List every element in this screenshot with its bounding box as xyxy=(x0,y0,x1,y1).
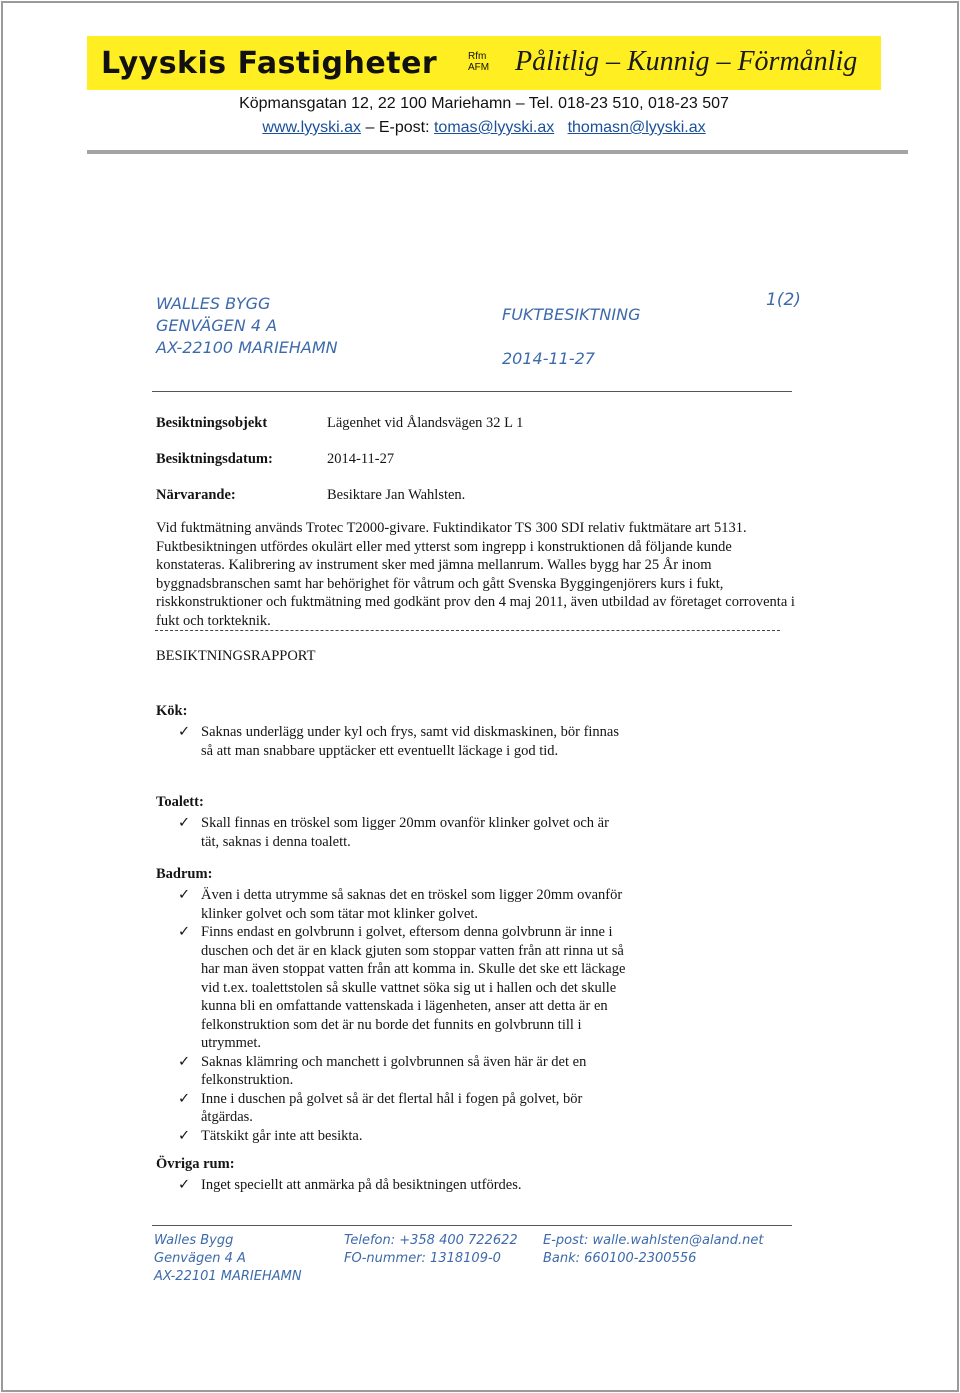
document-title: FUKTBESIKTNING xyxy=(502,305,641,324)
section-kitchen xyxy=(156,703,626,760)
afm-text: AFM xyxy=(468,62,490,73)
company-slogan: Pålitlig – Kunnig – Förmånlig xyxy=(515,46,858,77)
check-icon: ✓ xyxy=(178,1177,191,1193)
item-text: Inne i duschen på golvet så är det flertal hål i fogen på golvet, bör åtgärdas. xyxy=(201,1090,583,1125)
letter-divider xyxy=(152,391,792,392)
section-other-rooms xyxy=(156,1156,626,1195)
field-value-object: Lägenhet vid Ålandsvägen 32 L 1 xyxy=(327,415,524,431)
check-icon: ✓ xyxy=(178,724,191,740)
item-text: Inget speciellt att anmärka på då besiktningen utfördes. xyxy=(201,1177,522,1193)
field-value-date: 2014-11-27 xyxy=(327,451,395,467)
email-separator: – E-post: xyxy=(365,119,430,136)
checklist-item xyxy=(156,923,626,1053)
item-text: Skall finnas en tröskel som ligger 20mm ovanför klinker golvet och är tät, saknas i denna toalett. xyxy=(201,815,609,850)
footer-phone: Telefon: +358 400 722622 xyxy=(344,1233,518,1248)
footer-phone-block xyxy=(344,1232,518,1268)
checklist-item xyxy=(156,1090,626,1127)
check-icon: ✓ xyxy=(178,1127,191,1144)
intro-paragraph: Vid fuktmätning används Trotec T2000-givare. Fuktindikator TS 300 SDI relativ fuktmätare art 5131. Fuktbesiktningen utfördes okulärt eller med ytterst som ingrepp i konstruktionen då följande kunde konstateras. Kalibrering av instrument sker med jämna mellanrum. Walles bygg har 25 År inom byggnadsbranschen samt har behörighet för våtrum och gått Svenska Byggingenjörers kurs i fukt, riskkonstruktioner och fuktmätning med godkänt prov den 4 maj 2011, även utbildad av företaget corroventa i fukt och torkteknik. xyxy=(156,520,795,629)
sender-block xyxy=(156,293,338,359)
field-label-object: Besiktningsobjekt xyxy=(156,415,268,431)
item-text: Även i detta utrymme så saknas det en tröskel som ligger 20mm ovanför klinker golvet och som tätar mot klinker golvet. xyxy=(201,887,623,922)
field-value-present: Besiktare Jan Wahlsten. xyxy=(327,487,466,503)
item-text: Saknas underlägg under kyl och frys, samt vid diskmaskinen, bör finnas så att man snabbare upptäcker ett eventuellt läckage i god tid. xyxy=(201,724,620,759)
section-bathroom xyxy=(156,866,626,1145)
footer-bank: Bank: 660100-2300556 xyxy=(543,1251,697,1266)
footer-company: Walles Bygg xyxy=(154,1233,234,1248)
field-label-present: Närvarande: xyxy=(156,487,236,503)
check-icon: ✓ xyxy=(178,887,191,903)
item-text: Finns endast en golvbrunn i golvet, eftersom denna golvbrunn är inne i duschen och det är en klack gjuten som stoppar vatten från att rinna ut så har man även stoppat vatten från att komma in. Skulle det ske ett läckage vid t.ex. toalettstolen så skulle vattnet söka sig ut i hallen och det skulle kunna bli en omfattande vattenskada i lägenheten, anser att detta är en felkonstruktion som det är nu borde det funnits en golvbrunn till i utrymmet. xyxy=(201,924,626,1051)
footer-email: E-post: walle.wahlsten@aland.net xyxy=(543,1233,764,1248)
checklist-item xyxy=(156,1176,626,1195)
contact-links xyxy=(87,119,881,137)
sender-name: WALLES BYGG xyxy=(156,294,271,313)
item-text: Saknas klämring och manchett i golvbrunnen så även här är det en felkonstruktion. xyxy=(201,1053,587,1088)
section-toilet xyxy=(156,794,626,851)
item-text: Tätskikt går inte att besikta. xyxy=(201,1127,363,1144)
dashed-separator xyxy=(155,630,780,631)
section-heading: Badrum: xyxy=(156,866,213,882)
document-title-block xyxy=(502,293,640,381)
footer-divider xyxy=(152,1225,792,1226)
checklist-item xyxy=(156,814,626,851)
section-heading: Toalett: xyxy=(156,794,204,810)
footer-org-number: FO-nummer: 1318109-0 xyxy=(344,1251,501,1266)
checklist-item xyxy=(156,723,626,760)
email-link-tomas[interactable]: tomas@lyyski.ax xyxy=(433,119,555,136)
website-link[interactable]: www.lyyski.ax xyxy=(262,119,362,136)
check-icon: ✓ xyxy=(178,924,191,940)
checklist-item xyxy=(156,886,626,923)
footer-city: AX-22101 MARIEHAMN xyxy=(154,1269,302,1284)
check-icon: ✓ xyxy=(178,815,191,831)
letterhead-banner xyxy=(87,36,881,90)
footer-email-block xyxy=(543,1232,764,1268)
header-divider xyxy=(87,150,908,154)
sender-street: GENVÄGEN 4 A xyxy=(156,316,278,335)
section-heading: Kök: xyxy=(156,703,188,719)
section-heading: Övriga rum: xyxy=(156,1156,235,1172)
page-number: 1(2) xyxy=(766,290,801,310)
rfm-afm-badge xyxy=(468,51,489,73)
checklist-item xyxy=(156,1127,626,1146)
rfm-text: Rfm xyxy=(468,51,487,62)
document-date: 2014-11-27 xyxy=(502,349,595,368)
footer-address xyxy=(154,1232,302,1286)
company-logo: Lyyskis Fastigheter xyxy=(101,46,438,81)
report-heading: BESIKTNINGSRAPPORT xyxy=(156,648,316,664)
sender-city: AX-22100 MARIEHAMN xyxy=(156,338,338,357)
check-icon: ✓ xyxy=(178,1053,191,1070)
email-link-thomasn[interactable]: thomasn@lyyski.ax xyxy=(567,119,706,136)
check-icon: ✓ xyxy=(178,1090,191,1107)
company-address: Köpmansgatan 12, 22 100 Mariehamn – Tel. 018-23 510, 018-23 507 xyxy=(239,95,729,112)
checklist-item xyxy=(156,1053,626,1090)
field-label-date: Besiktningsdatum: xyxy=(156,451,273,467)
footer-street: Genvägen 4 A xyxy=(154,1251,246,1266)
